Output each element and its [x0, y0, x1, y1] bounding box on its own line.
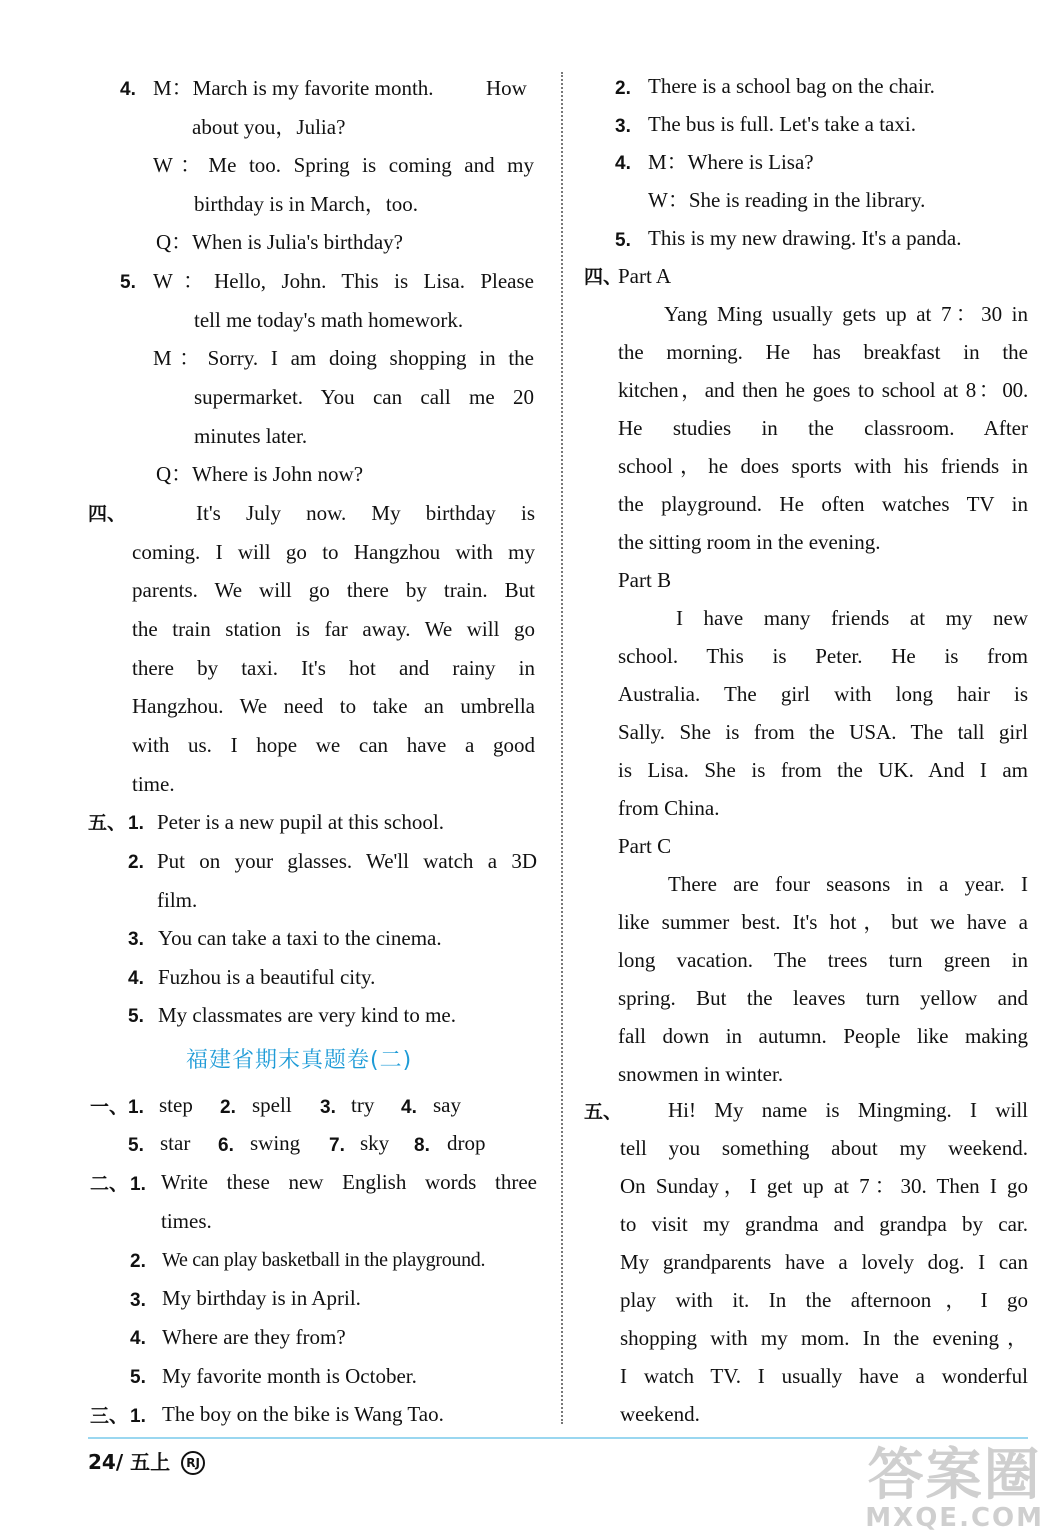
item-number: 4. [128, 968, 144, 989]
text-line: How [486, 76, 527, 100]
text-line: Write these new English words three [161, 1170, 537, 1194]
item-number: 3. [320, 1097, 336, 1118]
text-line: M：March is my favorite month. [153, 76, 434, 100]
text-line: there by taxi. It's hot and rainy in [132, 656, 535, 680]
text-line: Q：Where is John now? [156, 462, 364, 486]
text-line: from China. [618, 796, 720, 820]
text-line: kitchen，and then he goes to school at 8：00. [618, 378, 1028, 402]
answer-word: sky [360, 1131, 390, 1155]
item-number: 5. [130, 1367, 146, 1388]
answer-word: say [433, 1093, 461, 1117]
text-line: Q：When is Julia's birthday? [156, 230, 403, 254]
text-line: Australia. The girl with long hair is [618, 682, 1028, 706]
section-label: 二、 [90, 1173, 129, 1195]
text-line: W：Hello, John. This is Lisa. Please [153, 269, 534, 293]
text-line: minutes later. [194, 424, 308, 448]
text-line: You can take a taxi to the cinema. [158, 926, 442, 950]
item-number: 1. [128, 813, 144, 834]
text-line: coming. I will go to Hangzhou with my [132, 540, 535, 564]
section-label: 四、 [88, 503, 127, 525]
item-number: 5. [128, 1006, 144, 1027]
text-line: My favorite month is October. [162, 1364, 417, 1388]
edition-badge-icon: RJ [181, 1451, 205, 1475]
item-number: 3. [615, 116, 631, 137]
text-line: The boy on the bike is Wang Tao. [162, 1402, 444, 1426]
answer-word: swing [250, 1131, 301, 1155]
text-line: long vacation. The trees turn green in [618, 948, 1028, 972]
item-number: 4. [401, 1097, 417, 1118]
text-line: There is a school bag on the chair. [648, 74, 935, 98]
text-line: He studies in the classroom. After [618, 416, 1028, 440]
text-line: shopping with my mom. In the evening， [620, 1326, 1028, 1350]
text-line: I watch TV. I usually have a wonderful [620, 1364, 1028, 1388]
text-line: snowmen in winter. [618, 1062, 784, 1086]
item-number: 4. [615, 153, 631, 174]
text-line: There are four seasons in a year. I [668, 872, 1028, 896]
text-line: My classmates are very kind to me. [158, 1003, 456, 1027]
section-label: 五、 [584, 1101, 623, 1123]
text-line: My birthday is in April. [162, 1286, 361, 1310]
part-heading: Part B [618, 568, 672, 592]
text-line: about you，Julia? [192, 115, 346, 139]
part-heading: Part C [618, 834, 672, 858]
text-line: We can play basketball in the playground. [162, 1249, 486, 1271]
text-line: M：Where is Lisa? [648, 150, 814, 174]
text-line: My grandparents have a lovely dog. I can [620, 1250, 1028, 1274]
answer-word: try [351, 1093, 375, 1117]
section-label: 五、 [88, 812, 127, 834]
text-line: is Lisa. She is from the UK. And I am [618, 758, 1028, 782]
text-line: Put on your glasses. We'll watch a 3D [157, 849, 537, 873]
answer-word: step [159, 1093, 193, 1117]
text-line: W：She is reading in the library. [648, 188, 926, 212]
item-number: 5. [615, 230, 631, 251]
text-line: This is my new drawing. It's a panda. [648, 226, 962, 250]
text-line: the playground. He often watches TV in [618, 492, 1028, 516]
text-line: to visit my grandma and grandpa by car. [620, 1212, 1028, 1236]
text-line: Fuzhou is a beautiful city. [158, 965, 376, 989]
text-line: I have many friends at my new [676, 606, 1028, 630]
text-line: Sally. She is from the USA. The tall girl [618, 720, 1028, 744]
item-number: 4. [120, 79, 136, 100]
text-line: play with it. In the afternoon，I go [620, 1288, 1028, 1312]
text-line: with us. I hope we can have a good [132, 733, 535, 757]
text-line: Where are they from? [162, 1325, 346, 1349]
text-line: parents. We will go there by train. But [132, 578, 535, 602]
item-number: 2. [220, 1097, 236, 1118]
item-number: 1. [128, 1097, 144, 1118]
text-line: the sitting room in the evening. [618, 530, 881, 554]
text-line: W：Me too. Spring is coming and my [153, 153, 534, 177]
item-number: 7. [329, 1135, 345, 1156]
item-number: 3. [130, 1290, 146, 1311]
item-number: 2. [615, 78, 631, 99]
item-number: 5. [120, 272, 136, 293]
text-line: supermarket. You can call me 20 [194, 385, 534, 409]
item-number: 4. [130, 1328, 146, 1349]
part-heading: Part A [618, 264, 672, 288]
text-line: the train station is far away. We will go [132, 617, 535, 641]
item-number: 5. [128, 1135, 144, 1156]
text-line: spring. But the leaves turn yellow and [618, 986, 1028, 1010]
page-number: 24 [88, 1450, 116, 1474]
text-line: school，he does sports with his friends in [618, 454, 1028, 478]
text-line: time. [132, 772, 175, 796]
text-line: Peter is a new pupil at this school. [157, 810, 444, 834]
footer-rule [88, 1437, 1028, 1439]
text-line: times. [161, 1209, 212, 1233]
item-number: 1. [130, 1406, 146, 1427]
answer-word: spell [252, 1093, 292, 1117]
text-line: It's July now. My birthday is [196, 501, 535, 525]
exam-title: 福建省期末真题卷(二) [186, 1048, 413, 1073]
text-line: M：Sorry. I am doing shopping in the [153, 346, 534, 370]
text-line: film. [157, 888, 198, 912]
text-line: Yang Ming usually gets up at 7：30 in [664, 302, 1028, 326]
answer-word: drop [447, 1131, 486, 1155]
answer-word: star [160, 1131, 191, 1155]
text-line: tell you something about my weekend. [620, 1136, 1028, 1160]
text-line: fall down in autumn. People like making [618, 1024, 1028, 1048]
section-label: 四、 [584, 266, 623, 288]
footer-slash: / [115, 1450, 124, 1474]
text-line: weekend. [620, 1402, 700, 1426]
watermark-text: 答案圈 [867, 1443, 1042, 1508]
item-number: 3. [128, 929, 144, 950]
text-line: Hi! My name is Mingming. I will [668, 1098, 1028, 1122]
watermark-url: MXQE.COM [865, 1503, 1044, 1533]
section-label: 三、 [90, 1405, 129, 1427]
text-line: tell me today's math homework. [194, 308, 464, 332]
text-line: The bus is full. Let's take a taxi. [648, 112, 916, 136]
text-line: On Sunday，I get up at 7：30. Then I go [620, 1174, 1028, 1198]
grade-label: 五上 [130, 1450, 171, 1474]
item-number: 6. [218, 1135, 234, 1156]
item-number: 2. [130, 1251, 146, 1272]
watermark-logo [865, 1443, 1044, 1533]
text-line: Hangzhou. We need to take an umbrella [132, 694, 535, 718]
text-line: like summer best. It's hot，but we have a [618, 910, 1028, 934]
item-number: 1. [130, 1174, 146, 1195]
item-number: 8. [414, 1135, 430, 1156]
text-line: school. This is Peter. He is from [618, 644, 1028, 668]
item-number: 2. [128, 852, 144, 873]
page-footer [88, 1446, 205, 1475]
text-line: the morning. He has breakfast in the [618, 340, 1028, 364]
text-line: birthday is in March，too. [194, 192, 418, 216]
column-divider [561, 72, 563, 1424]
section-label: 一、 [90, 1096, 129, 1118]
